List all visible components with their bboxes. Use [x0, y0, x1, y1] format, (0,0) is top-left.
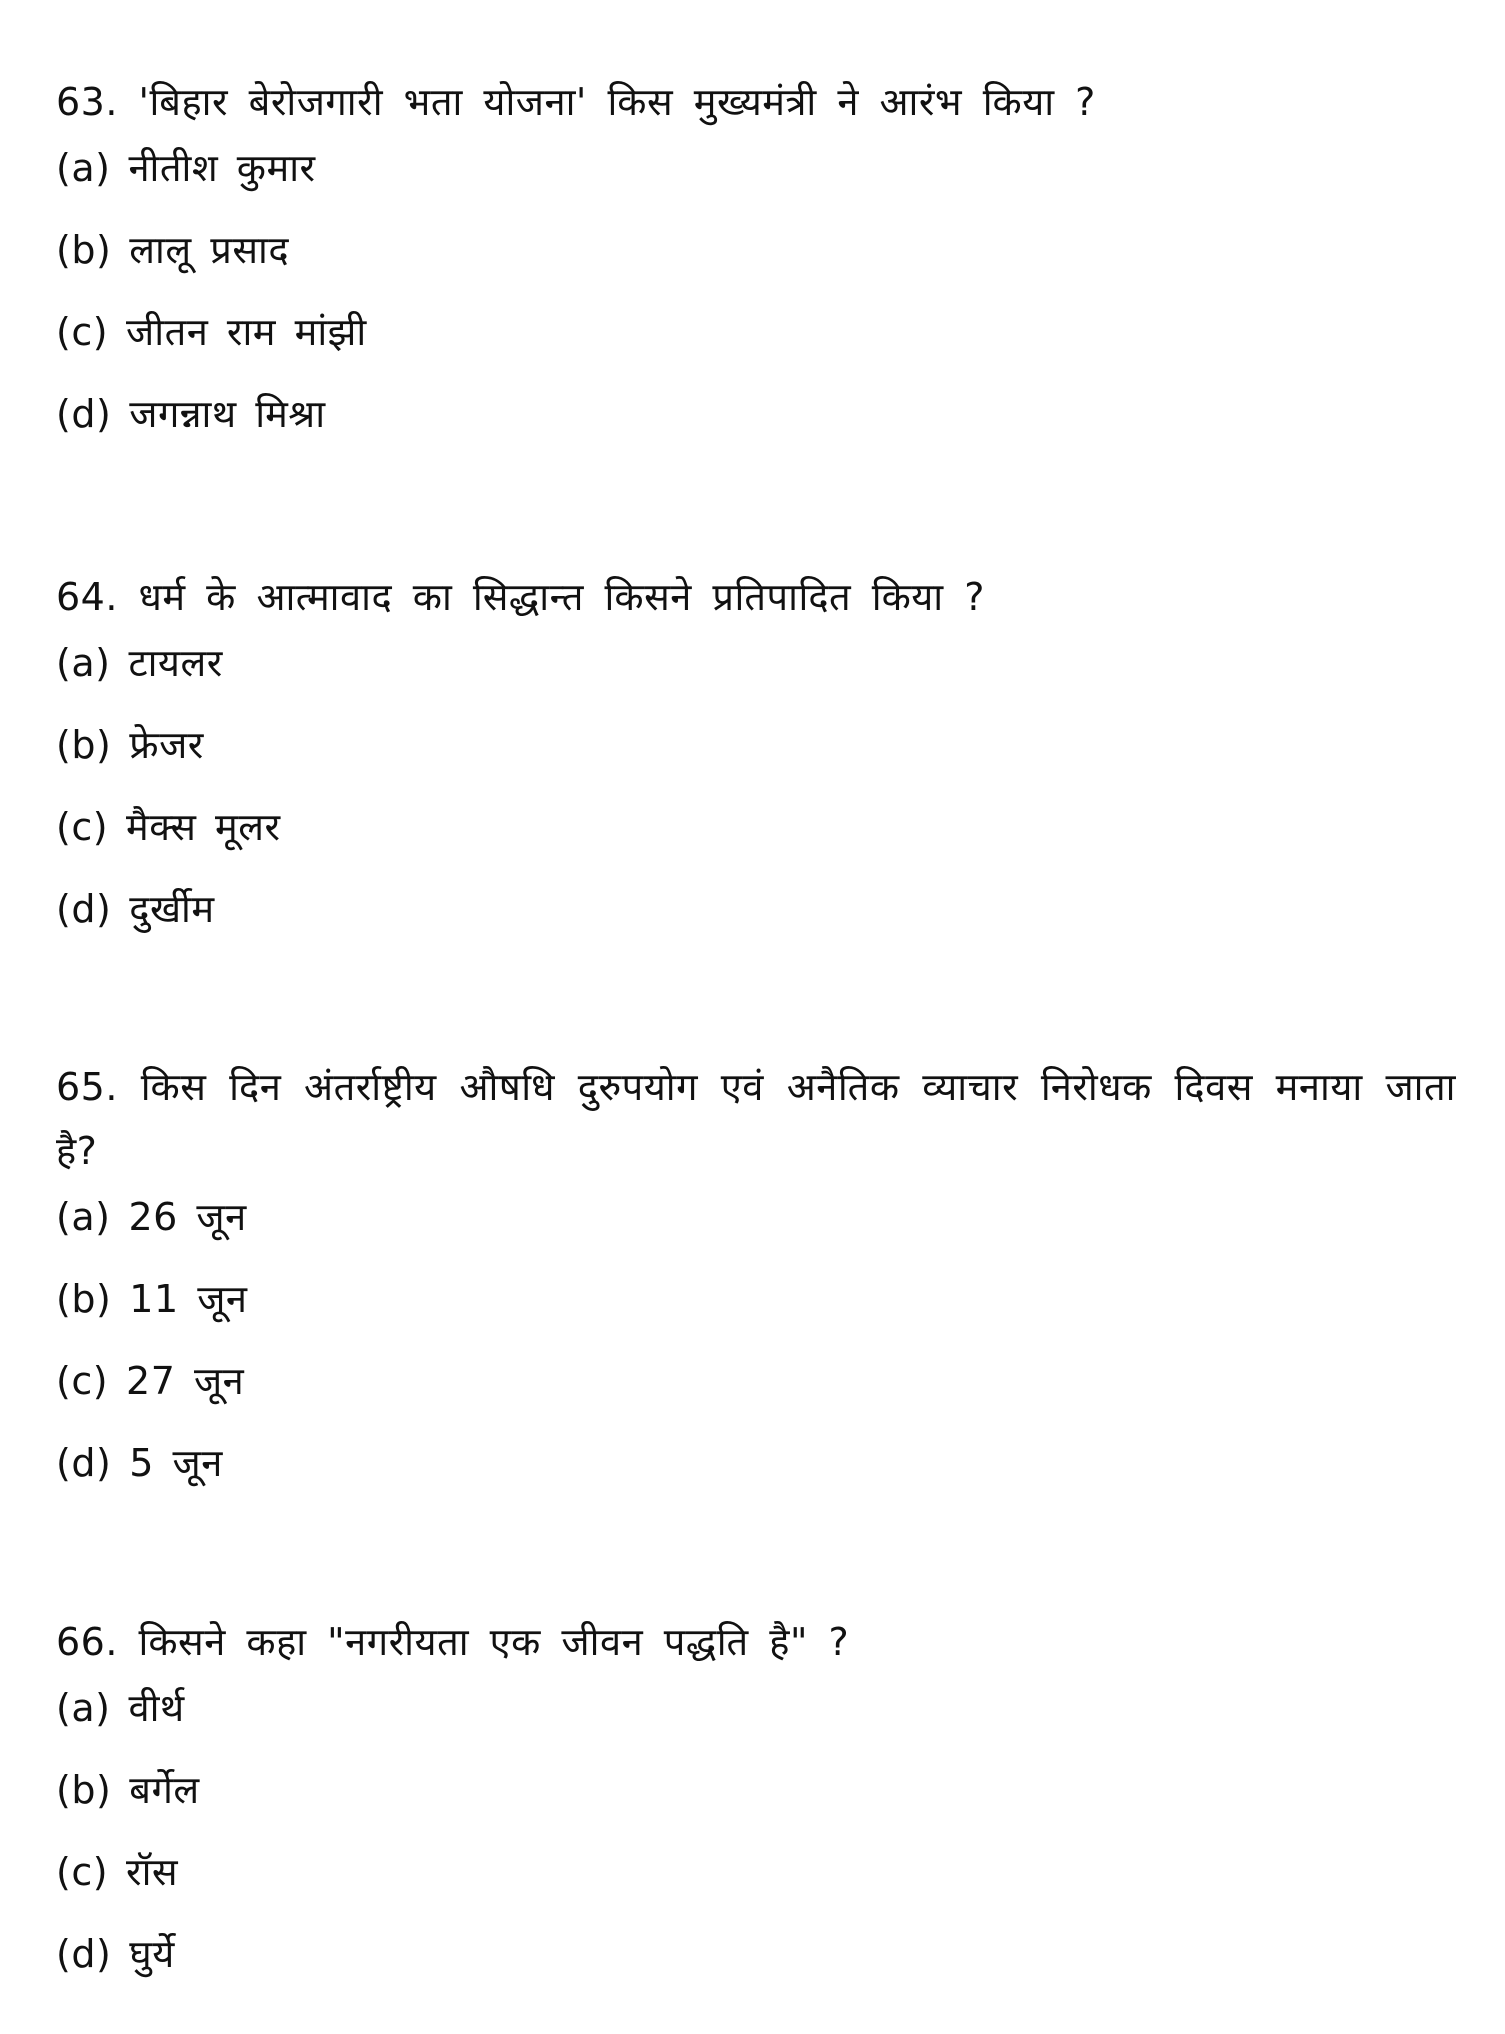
option-text: जीतन राम मांझी	[126, 310, 367, 354]
question-63	[56, 70, 1456, 472]
option-text: जगन्नाथ मिश्रा	[129, 392, 326, 436]
question-text: 63. 'बिहार बेरोजगारी भता योजना' किस मुख्यमंत्री ने आरंभ किया ?	[56, 80, 1096, 124]
question-65	[56, 1055, 1456, 1521]
option-c	[56, 803, 1456, 885]
option-text: फ्रेजर	[129, 723, 204, 767]
option-letter: (d)	[56, 1441, 112, 1485]
question-64	[56, 565, 1456, 967]
question-text: 65. किस दिन अंतर्राष्ट्रीय औषधि दुरुपयोग एवं अनैतिक व्याचार निरोधक दिवस मनाया जाता है?	[56, 1065, 1456, 1173]
option-letter: (b)	[56, 228, 112, 272]
option-text: नीतीश कुमार	[128, 146, 316, 190]
option-text: घुर्ये	[129, 1932, 175, 1976]
option-text: 11 जून	[129, 1277, 248, 1321]
option-b	[56, 721, 1456, 803]
option-letter: (a)	[56, 1195, 111, 1239]
option-d	[56, 1930, 1456, 2012]
option-d	[56, 885, 1456, 967]
option-a	[56, 1684, 1456, 1766]
question-text: 66. किसने कहा "नगरीयता एक जीवन पद्धति है" ?	[56, 1620, 850, 1664]
option-a	[56, 639, 1456, 721]
option-a	[56, 1193, 1456, 1275]
option-text: 5 जून	[129, 1441, 223, 1485]
question-66	[56, 1610, 1456, 2012]
option-text: दुर्खीम	[129, 887, 215, 931]
option-c	[56, 1357, 1456, 1439]
option-text: बर्गेल	[129, 1768, 200, 1812]
option-letter: (b)	[56, 723, 112, 767]
option-b	[56, 1766, 1456, 1848]
option-letter: (c)	[56, 310, 109, 354]
option-letter: (d)	[56, 887, 112, 931]
option-c	[56, 1848, 1456, 1930]
option-letter: (c)	[56, 1850, 109, 1894]
option-letter: (a)	[56, 146, 111, 190]
option-d	[56, 1439, 1456, 1521]
option-text: 27 जून	[126, 1359, 245, 1403]
option-a	[56, 144, 1456, 226]
option-c	[56, 308, 1456, 390]
option-letter: (b)	[56, 1768, 112, 1812]
option-letter: (a)	[56, 1686, 111, 1730]
option-letter: (b)	[56, 1277, 112, 1321]
option-d	[56, 390, 1456, 472]
option-b	[56, 1275, 1456, 1357]
option-b	[56, 226, 1456, 308]
option-text: 26 जून	[128, 1195, 247, 1239]
option-letter: (d)	[56, 392, 112, 436]
option-letter: (a)	[56, 641, 111, 685]
option-text: टायलर	[128, 641, 223, 685]
option-text: लालू प्रसाद	[129, 228, 290, 272]
option-text: मैक्स मूलर	[126, 805, 281, 849]
option-letter: (d)	[56, 1932, 112, 1976]
option-text: वीर्थ	[128, 1686, 185, 1730]
option-letter: (c)	[56, 1359, 109, 1403]
option-letter: (c)	[56, 805, 109, 849]
option-text: रॉस	[126, 1850, 179, 1894]
question-text: 64. धर्म के आत्मावाद का सिद्धान्त किसने प्रतिपादित किया ?	[56, 575, 985, 619]
